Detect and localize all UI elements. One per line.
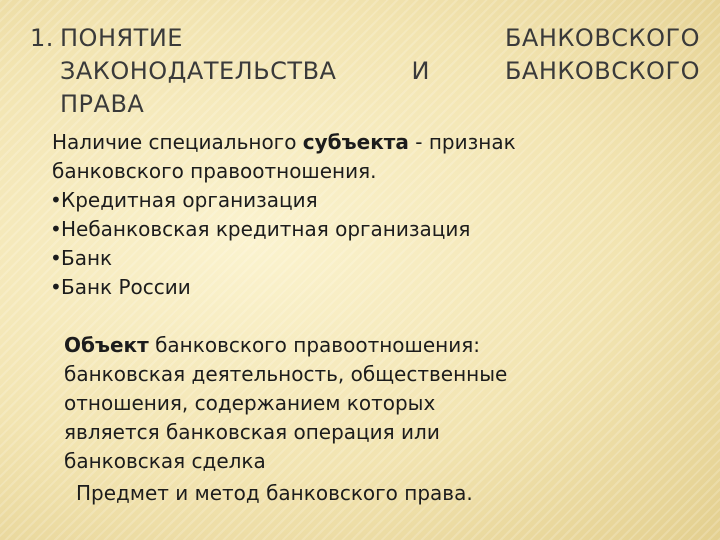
subject-intro [52,128,692,157]
title-word: БАНКОВСКОГО [504,24,700,52]
object-line: банковская сделка [64,449,266,473]
list-item [52,244,692,273]
list-item [52,186,692,215]
subject-block [52,128,692,302]
bullet-icon: • [50,188,62,212]
subject-prefix: Наличие специального [52,130,303,154]
title-word: ПОНЯТИЕ [60,24,183,52]
title-number: 1. [30,24,54,52]
footer-text: Предмет и метод банковского права. [76,481,473,505]
bullet-icon: • [50,275,62,299]
subject-keyword: субъекта [302,130,409,154]
title-word: ЗАКОНОДАТЕЛЬСТВА [60,57,337,85]
title-word: БАНКОВСКОГО [504,57,700,85]
list-item-text: Банк России [61,275,191,299]
object-line: отношения, содержанием которых [64,391,436,415]
title-line-1 [60,22,700,54]
bullet-icon: • [50,246,62,270]
object-line: банковская деятельность, общественные [64,362,508,386]
object-line-1 [64,331,634,360]
object-line: является банковская операция или [64,420,440,444]
object-line-1-rest: банковского правоотношения: [148,333,480,357]
object-block [64,331,634,476]
list-item-text: Небанковская кредитная организация [61,217,471,241]
subject-line-2: банковского правоотношения. [52,159,377,183]
title-line-2 [60,55,700,87]
list-item-text: Кредитная организация [61,188,318,212]
list-item [52,273,692,302]
title-word: И [411,57,430,85]
bullet-icon: • [50,217,62,241]
object-keyword: Объект [64,333,149,357]
list-item [52,215,692,244]
title-line-3: ПРАВА [60,90,145,118]
list-item-text: Банк [61,246,113,270]
subject-suffix: - признак [408,130,516,154]
